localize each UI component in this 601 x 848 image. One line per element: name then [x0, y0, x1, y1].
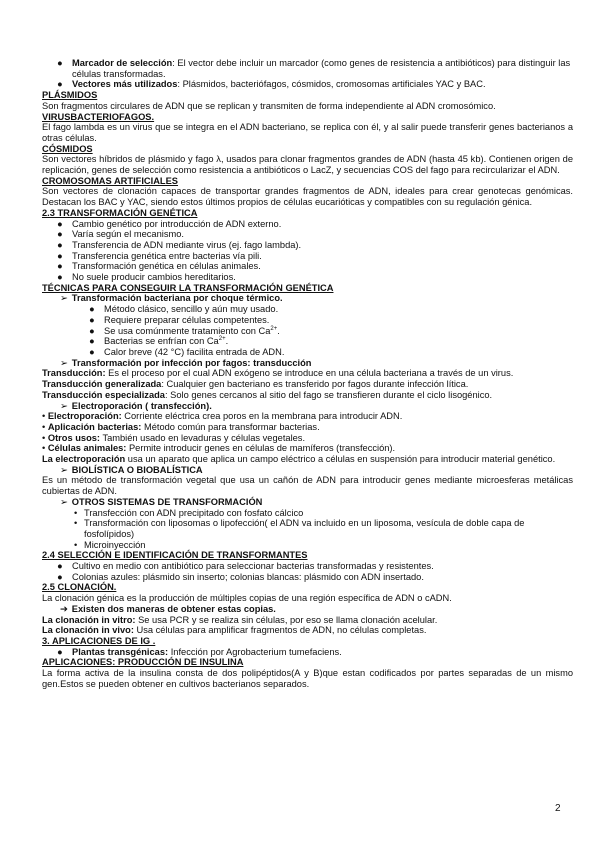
arrow-icon: ➢: [60, 496, 68, 507]
list-item: ● Transferencia genética entre bacterias vía pili.: [57, 250, 262, 261]
arrow-icon: ➢: [60, 293, 68, 304]
bullet-icon: •: [74, 518, 78, 529]
arrow-icon: ➢: [60, 357, 68, 368]
section-heading: 2.4 SELECCIÓN E IDENTIFICACIÓN DE TRANSFORMANTES: [42, 550, 308, 561]
list-item: • Transformación con liposomas o lipofección( el ADN va incluido en un liposoma, vesícula de doble capa de fosfolípidos): [74, 518, 525, 539]
list-item: ● Marcador de selección: El vector debe incluir un marcador (como genes de resistencia a antibióticos) para distinguir las células transformadas.: [57, 58, 571, 79]
bullet-icon: ●: [89, 346, 95, 357]
section-heading: 2.3 TRANSFORMACIÓN GENÉTICA: [42, 207, 198, 218]
section-heading: 3. APLICACIONES DE IG .: [42, 635, 156, 646]
list-item: ● Método clásico, sencillo y aún muy usado.: [89, 304, 279, 315]
subheading: ➢ Electroporación ( transfección).: [60, 400, 212, 411]
section-heading: APLICACIONES: PRODUCCIÓN DE INSULINA: [42, 657, 244, 668]
bullet-icon: ●: [57, 218, 63, 229]
list-item: • Microinyección: [74, 539, 146, 550]
list-item: ● Cambio genético por introducción de ADN externo.: [57, 218, 282, 229]
document-page: [42, 58, 573, 689]
paragraph: La clonación génica es la producción de múltiples copias de una región específica de ADN o cADN.: [42, 593, 452, 604]
list-item: • Electroporación: Corriente eléctrica crea poros en la membrana para introducir ADN.: [42, 411, 403, 422]
bullet-icon: ●: [57, 561, 63, 572]
section-heading: PLÁSMIDOS: [42, 90, 98, 101]
bullet-icon: •: [42, 411, 48, 422]
list-item: ● Transformación genética en células animales.: [57, 261, 261, 272]
subheading: ➢ Transformación bacteriana por choque térmico.: [60, 293, 283, 304]
paragraph: La forma activa de la insulina consta de dos polipéptidos(A y B)que estan codificados por partes separadas de un mismo gen.Estos se pueden obtener en cultivos bacterianos separados.: [42, 668, 573, 689]
list-item: • Otros usos: También usado en levaduras y células vegetales.: [42, 432, 306, 443]
paragraph: La electroporación usa un aparato que aplica un campo eléctrico a células en suspensión para introducir material genético.: [42, 454, 556, 465]
arrow-icon: ➢: [60, 464, 68, 475]
paragraph: Son vectores de clonación capaces de transportar grandes fragmentos de ADN, ideales para crear genotecas genómicas. Destacan los BAC y YAC, siendo estos últimos propios de células eucarióticas y compatibles con su regulación génica.: [42, 186, 573, 208]
list-item: ● Plantas transgénicas: Infección por Agrobacterium tumefaciens.: [57, 646, 342, 657]
bullet-icon: ●: [57, 79, 63, 90]
paragraph: Son fragmentos circulares de ADN que se replican y transmiten de forma independiente al ADN cromosómico.: [42, 100, 496, 111]
list-item: ● Cultivo en medio con antibiótico para seleccionar bacterias transformadas y resistentes.: [57, 561, 434, 572]
bullet-icon: •: [74, 539, 78, 550]
bullet-icon: •: [42, 432, 48, 443]
bullet-icon: •: [74, 507, 78, 518]
bullet-icon: •: [42, 421, 48, 432]
bullet-icon: ●: [57, 250, 63, 261]
bullet-icon: ●: [57, 261, 63, 272]
subheading: ➔ Existen dos maneras de obtener estas copias.: [60, 603, 276, 614]
paragraph: Es un método de transformación vegetal que usa un cañón de ADN para introducir genes mediante microesferas metálicas cubiertas de ADN.: [42, 475, 573, 497]
subheading: ➢ Transformación por infección por fagos: transducción: [60, 357, 312, 368]
list-item: ● Vectores más utilizados: Plásmidos, bacteriófagos, cósmidos, cromosomas artificiales YAC y BAC.: [57, 79, 486, 90]
list-item: ● Calor breve (42 °C) facilita entrada de ADN.: [89, 346, 285, 357]
paragraph: La clonación in vitro: Se usa PCR y se realiza sin células, por eso se llama clonación acelular.: [42, 614, 438, 625]
subheading: ➢ OTROS SISTEMAS DE TRANSFORMACIÓN: [60, 496, 263, 507]
list-item: ● Varía según el mecanismo.: [57, 229, 184, 240]
subheading: ➢ BIOLÍSTICA O BIOBALÍSTICA: [60, 464, 203, 475]
section-heading: CÓSMIDOS: [42, 143, 93, 154]
section-heading: CROMOSOMAS ARTIFICIALES: [42, 175, 179, 186]
bullet-icon: ●: [57, 239, 63, 250]
list-item: • Aplicación bacterias: Método común para transformar bacterias.: [42, 421, 320, 432]
page-number: 2: [555, 803, 561, 814]
paragraph: Transducción: Es el proceso por el cual ADN exógeno se introduce en una célula bacteriana a través de un virus.: [42, 368, 514, 379]
bullet-icon: ●: [89, 314, 95, 325]
paragraph: La clonación in vivo: Usa células para amplificar fragmentos de ADN, no células completas.: [42, 625, 427, 636]
bullet-icon: ●: [89, 304, 95, 315]
list-item: ● Se usa comúnmente tratamiento con $Ca^{2+}$.: [89, 325, 280, 336]
list-item: ● No suele producir cambios hereditarios.: [57, 272, 236, 283]
list-item: • Transfección con ADN precipitado con fosfato cálcico: [74, 507, 304, 518]
bullet-icon: ●: [57, 229, 63, 240]
list-item: • Células animales: Permite introducir genes en células de mamíferos (transfección).: [42, 443, 396, 454]
paragraph: Transducción especializada: Solo genes cercanos al sitio del fago se transfieren durante el ciclo lisogénico.: [42, 389, 493, 400]
list-item: ● Colonias azules: plásmido sin inserto; colonias blancas: plásmido con ADN insertado.: [57, 571, 424, 582]
bullet-icon: ●: [57, 571, 63, 582]
bullet-icon: ●: [89, 325, 95, 336]
bullet-icon: •: [42, 443, 48, 454]
bullet-icon: ●: [57, 272, 63, 283]
section-heading: VIRUSBACTERIOFAGOS.: [42, 111, 155, 122]
section-heading: 2.5 CLONACIÓN.: [42, 582, 117, 593]
paragraph: El fago lambda es un virus que se integra en el ADN bacteriano, se replica con él, y al salir puede transferir genes bacterianos a otras células.: [42, 122, 573, 143]
section-heading: TÉCNICAS PARA CONSEGUIR LA TRANSFORMACIÓN GENÉTICA: [42, 282, 334, 293]
arrow-icon: ➢: [60, 400, 68, 411]
bullet-icon: ●: [89, 336, 95, 347]
paragraph: Transducción generalizada: Cualquier gen bacteriano es transferido por fagos durante infección lítica.: [42, 379, 469, 390]
arrow-icon: ➔: [60, 603, 68, 614]
paragraph: Son vectores híbridos de plásmido y fago λ, usados para clonar fragmentos grandes de ADN (hasta 45 kb). Contienen origen de replicación, genes de selección como resistencia a antibióticos o LacZ, y secuencias COS del fago para recircularizar el ADN.: [42, 154, 573, 176]
bullet-icon: ●: [57, 646, 63, 657]
list-item: ● Requiere preparar células competentes.: [89, 314, 270, 325]
bullet-icon: ●: [57, 58, 63, 68]
list-item: ● Bacterias se enfrían con $Ca^{2+}$.: [89, 336, 229, 347]
list-item: ● Transferencia de ADN mediante virus (ej. fago lambda).: [57, 239, 302, 250]
